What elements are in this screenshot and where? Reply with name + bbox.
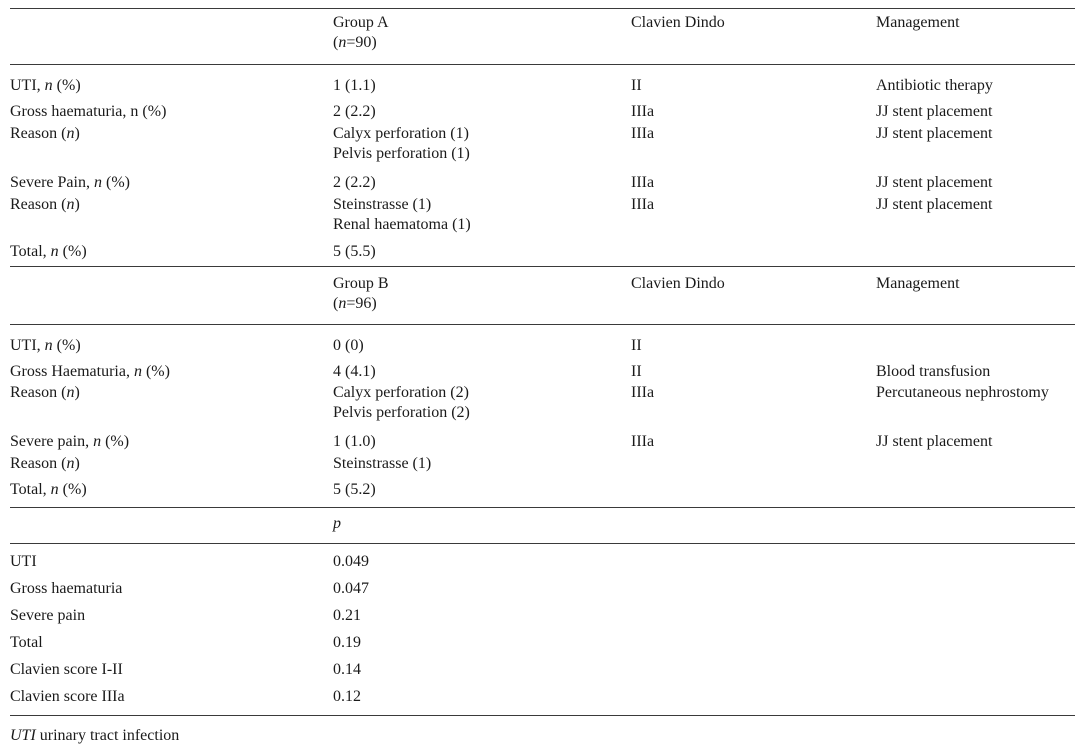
row-management: Blood transfusion bbox=[876, 363, 991, 380]
table-rule-b bbox=[10, 324, 1075, 325]
group-b-header: Group B (n=96) bbox=[333, 275, 389, 312]
clavien-header-a: Clavien Dindo bbox=[631, 14, 725, 31]
row-label: Severe Pain, n (%) bbox=[10, 174, 130, 191]
row-clavien: IIIa bbox=[631, 196, 655, 213]
footnote-text: urinary tract infection bbox=[35, 727, 180, 744]
row-label: UTI, n (%) bbox=[10, 77, 81, 94]
row-label: Total bbox=[10, 634, 43, 651]
row-label: Gross haematuria, n (%) bbox=[10, 103, 167, 120]
row-clavien: IIIa bbox=[631, 174, 655, 191]
row-value: Steinstrasse (1) Renal haematoma (1) bbox=[333, 196, 471, 233]
row-value: 0.21 bbox=[333, 607, 361, 624]
group-a-header: Group A (n=90) bbox=[333, 14, 389, 51]
row-management: Percutaneous nephrostomy bbox=[876, 384, 1049, 401]
row-management: JJ stent placement bbox=[876, 174, 993, 191]
row-clavien: IIIa bbox=[631, 103, 655, 120]
row-value: 0.14 bbox=[333, 661, 361, 678]
row-label: Reason (n) bbox=[10, 455, 80, 472]
row-value: 0.047 bbox=[333, 580, 369, 597]
table-rule-top bbox=[10, 8, 1075, 9]
row-value: 4 (4.1) bbox=[333, 363, 376, 380]
row-label: UTI bbox=[10, 553, 37, 570]
row-label: Clavien score IIIa bbox=[10, 688, 125, 705]
row-label: Reason (n) bbox=[10, 384, 80, 401]
row-management: JJ stent placement bbox=[876, 125, 993, 142]
table-rule-p bbox=[10, 543, 1075, 544]
row-clavien: IIIa bbox=[631, 384, 655, 401]
row-label: Gross Haematuria, n (%) bbox=[10, 363, 170, 380]
footnote-abbr: UTI bbox=[10, 727, 36, 744]
row-value: 0.049 bbox=[333, 553, 369, 570]
row-label: Total, n (%) bbox=[10, 481, 87, 498]
row-value: 0 (0) bbox=[333, 337, 364, 354]
row-management: JJ stent placement bbox=[876, 433, 993, 450]
row-value: 0.12 bbox=[333, 688, 361, 705]
row-value: Steinstrasse (1) bbox=[333, 455, 432, 472]
row-value: Calyx perforation (2) Pelvis perforation (2) bbox=[333, 384, 470, 421]
row-label: Reason (n) bbox=[10, 196, 80, 213]
clavien-header-b: Clavien Dindo bbox=[631, 275, 725, 292]
row-clavien: IIIa bbox=[631, 125, 655, 142]
row-management: JJ stent placement bbox=[876, 196, 993, 213]
row-clavien: II bbox=[631, 363, 642, 380]
row-management: JJ stent placement bbox=[876, 103, 993, 120]
row-label: Severe pain, n (%) bbox=[10, 433, 130, 450]
row-value: 5 (5.5) bbox=[333, 243, 376, 260]
table-rule-a bbox=[10, 64, 1075, 65]
row-clavien: II bbox=[631, 337, 642, 354]
table-rule-b-top bbox=[10, 266, 1075, 267]
row-value: 2 (2.2) bbox=[333, 103, 376, 120]
row-clavien: II bbox=[631, 77, 642, 94]
table-rule-bottom bbox=[10, 715, 1075, 716]
row-value: 0.19 bbox=[333, 634, 361, 651]
row-label: Total, n (%) bbox=[10, 243, 87, 260]
row-value: 5 (5.2) bbox=[333, 481, 376, 498]
p-header: p bbox=[333, 515, 341, 532]
row-value: 1 (1.0) bbox=[333, 433, 376, 450]
row-label: UTI, n (%) bbox=[10, 337, 81, 354]
row-clavien: IIIa bbox=[631, 433, 655, 450]
row-label: Reason (n) bbox=[10, 125, 80, 142]
table-rule-p-top bbox=[10, 507, 1075, 508]
row-label: Clavien score I-II bbox=[10, 661, 123, 678]
row-management: Antibiotic therapy bbox=[876, 77, 993, 94]
row-value: 2 (2.2) bbox=[333, 174, 376, 191]
row-label: Severe pain bbox=[10, 607, 86, 624]
row-label: Gross haematuria bbox=[10, 580, 123, 597]
row-value: 1 (1.1) bbox=[333, 77, 376, 94]
row-value: Calyx perforation (1) Pelvis perforation (1) bbox=[333, 125, 470, 162]
management-header-a: Management bbox=[876, 14, 960, 31]
management-header-b: Management bbox=[876, 275, 960, 292]
complications-table bbox=[10, 0, 1075, 752]
